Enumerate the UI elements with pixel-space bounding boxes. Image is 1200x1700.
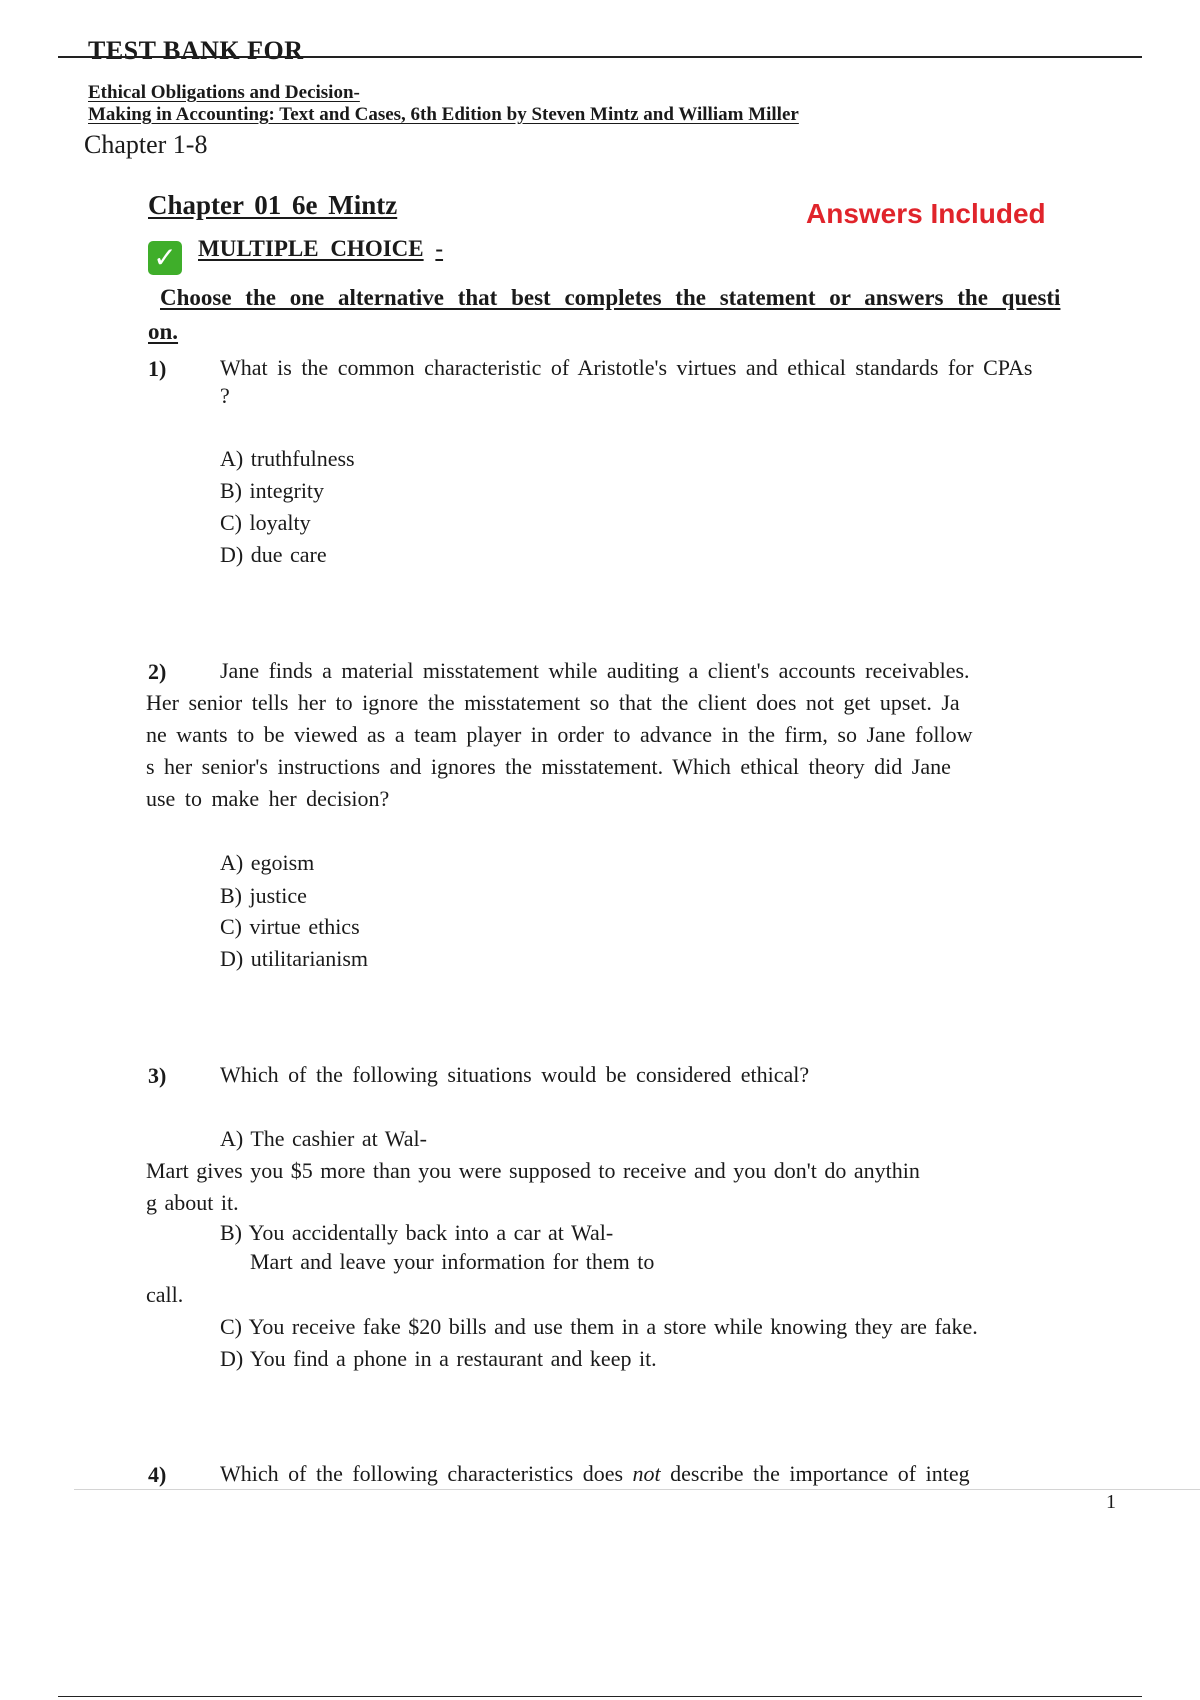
page-number: 1 (1106, 1491, 1116, 1513)
question-1-option-b: B) integrity (220, 478, 325, 503)
question-4-text-before: Which of the following characteristics does (220, 1461, 624, 1486)
question-3-option-c: C) You receive fake $20 bills and use them in a store while knowing they are fake. (220, 1314, 978, 1339)
section-title-suffix: - (435, 236, 444, 261)
question-1-text-line-1: What is the common characteristic of Aristotle's virtues and ethical standards for CPAs (220, 355, 1033, 380)
question-2-text-line-5: use to make her decision? (146, 786, 390, 811)
question-1-option-a: A) truthfulness (220, 446, 355, 471)
question-2-text-line-3: ne wants to be viewed as a team player in order to advance in the firm, so Jane follow (146, 722, 973, 747)
instruction-line-2: on. (148, 319, 179, 344)
bottom-rule (58, 1696, 1142, 1697)
section-title: MULTIPLE CHOICE (198, 236, 424, 261)
question-2-option-b: B) justice (220, 883, 307, 908)
question-3-option-b-line-3: call. (146, 1282, 184, 1307)
chapter-title: Chapter 01 6e Mintz (148, 190, 398, 220)
question-1-text-line-2: ? (220, 383, 230, 408)
question-4-text (220, 1458, 970, 1490)
question-4-text-after: describe the importance of integ (670, 1461, 970, 1486)
book-title-line-1: Ethical Obligations and Decision- (88, 82, 360, 103)
question-3-text: Which of the following situations would be considered ethical? (220, 1062, 810, 1087)
question-2-text-line-4: s her senior's instructions and ignores the misstatement. Which ethical theory did Jane (146, 754, 951, 779)
chapter-range: Chapter 1-8 (84, 130, 208, 159)
instruction-line-1: Choose the one alternative that best completes the statement or answers the questi (160, 285, 1061, 310)
checkmark-icon: ✓ (148, 241, 182, 275)
question-2-text-line-1: Jane finds a material misstatement while auditing a client's accounts receivables. (220, 658, 970, 683)
section-heading (198, 236, 443, 262)
question-3-option-d: D) You find a phone in a restaurant and keep it. (220, 1346, 657, 1371)
question-2-number: 2) (148, 659, 167, 684)
book-title-line-2: Making in Accounting: Text and Cases, 6th Edition by Steven Mintz and William Miller (88, 104, 799, 125)
question-1-number: 1) (148, 356, 167, 381)
question-3-option-a-line-1: A) The cashier at Wal- (220, 1126, 427, 1151)
question-2-text-line-2: Her senior tells her to ignore the misstatement so that the client does not get upset. Ja (146, 690, 960, 715)
page-break-rule (74, 1489, 1200, 1490)
question-3-option-b-line-2: Mart and leave your information for them to (250, 1249, 655, 1274)
question-2-option-a: A) egoism (220, 850, 315, 875)
question-2-option-c: C) virtue ethics (220, 914, 360, 939)
test-bank-title: TEST BANK FOR (88, 36, 304, 65)
header-rule (58, 56, 1142, 58)
question-1-option-d: D) due care (220, 542, 327, 567)
question-3-option-a-line-2: Mart gives you $5 more than you were supposed to receive and you don't do anythin (146, 1158, 920, 1183)
answers-included-badge: Answers Included (806, 198, 1046, 229)
question-4-number: 4) (148, 1462, 167, 1487)
question-1-option-c: C) loyalty (220, 510, 311, 535)
question-4-text-italic: not (632, 1461, 661, 1486)
question-3-number: 3) (148, 1063, 167, 1088)
question-2-option-d: D) utilitarianism (220, 946, 369, 971)
question-3-option-b-line-1: B) You accidentally back into a car at Wal- (220, 1220, 614, 1245)
question-3-option-a-line-3: g about it. (146, 1190, 239, 1215)
